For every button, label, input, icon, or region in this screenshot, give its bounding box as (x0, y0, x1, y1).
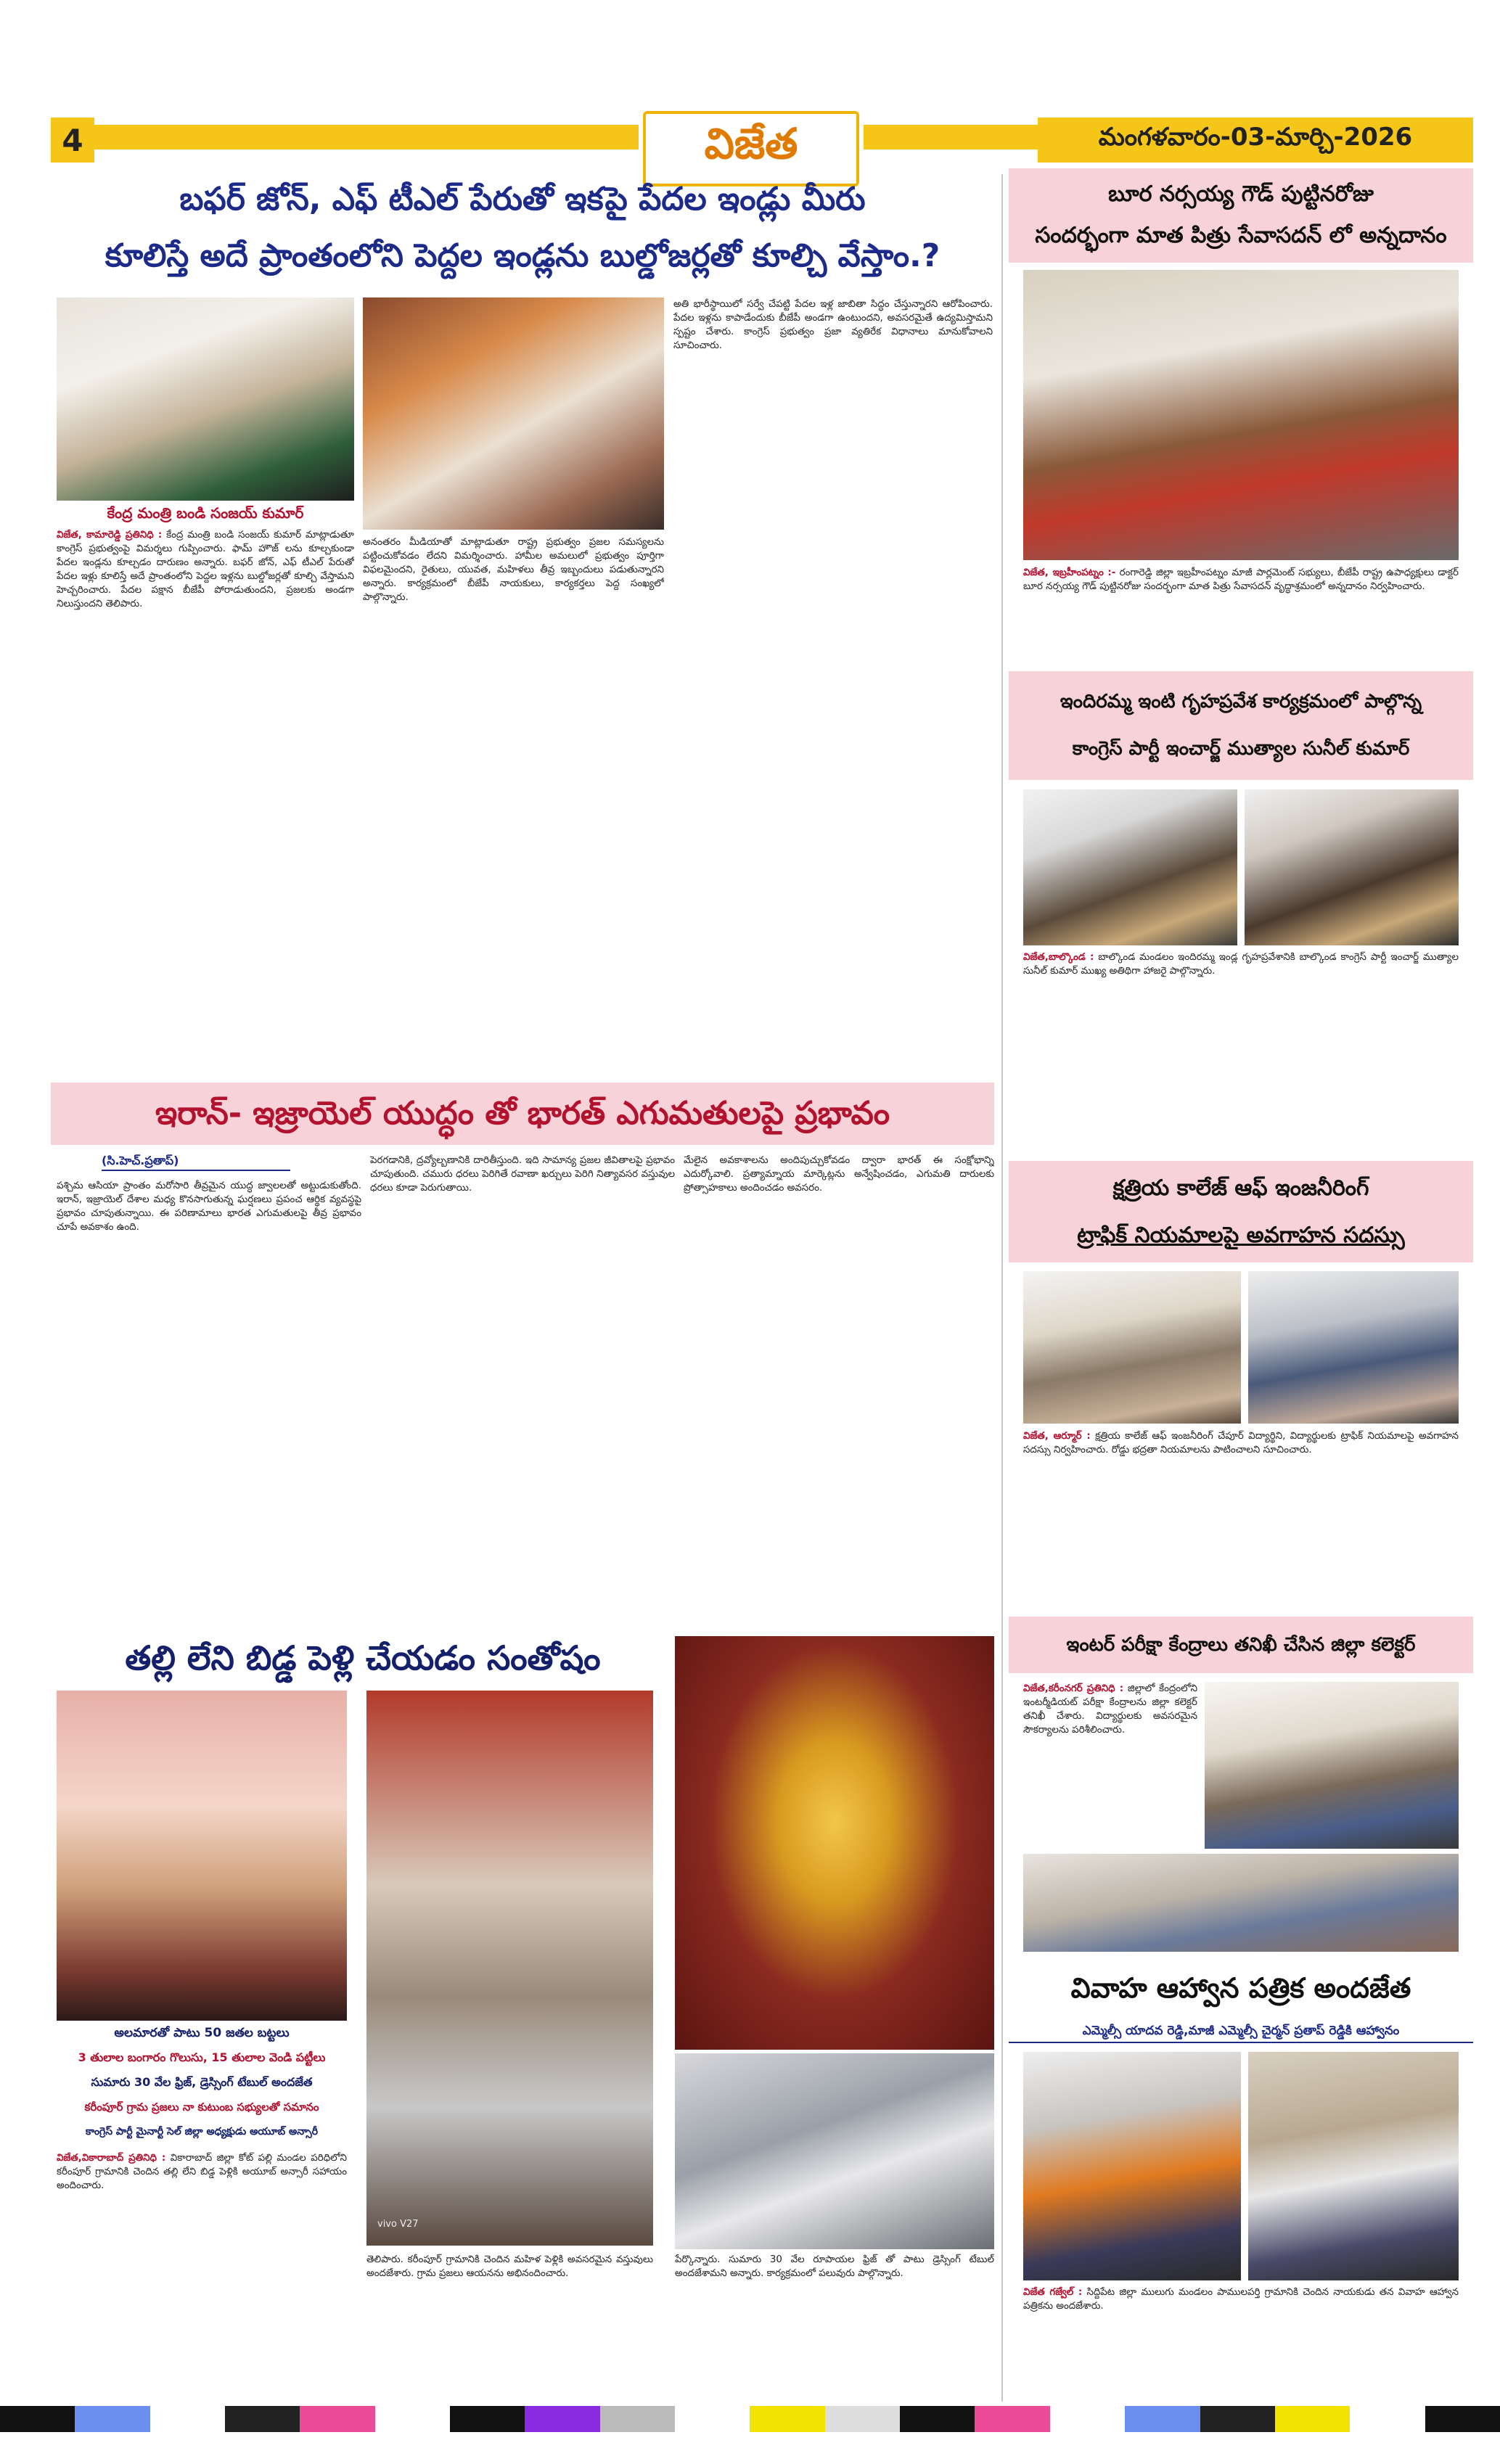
story1-headline-2: సందర్భంగా మాత పిత్రు సేవాసదన్ లో అన్నదానం (1035, 223, 1447, 248)
wedding-caption-4: కరీంపూర్ గ్రామ ప్రజలు నా కుటుంబ సభ్యులతో సమానం (84, 2100, 319, 2114)
iran-byline: (సి.హెచ్.ప్రతాప్) (102, 1154, 290, 1171)
story5-dateline: విజేత గజ్వేల్ : (1023, 2287, 1083, 2298)
iran-column-1: పశ్చిమ ఆసియా ప్రాంతం మరోసారి తీవ్రమైన యుద్ధ జ్వాలలతో అట్టుడుకుతోంది. ఇరాన్, ఇజ్రాయెల్ దేశాల మధ్య కొనసాగుతున్న ఘర్షణలు ప్రపంచ ఆర్థిక వ్యవస్థపై ప్రభావం చూపుతున్నాయి. ఈ పరిణామాలు భారత ఎగుమతులపై తీవ్ర ప్రభావం చూపే అవకాశం ఉంది. (57, 1180, 361, 1233)
masthead-bar (94, 125, 1038, 149)
story3-headline-2: ట్రాఫిక్ నియమాలపై అవగాహన సదస్సు (1077, 1223, 1405, 1248)
story2-dateline: విజేత,బాల్కొండ : (1023, 952, 1094, 963)
story5-photo-right (1248, 2052, 1459, 2280)
column-divider (1001, 174, 1003, 2402)
story3-photo-left (1023, 1271, 1241, 1424)
story2-headline-1: ఇందిరమ్మ ఇంటి గృహప్రవేశ కార్యక్రమంలో పాల్గొన్న (1060, 691, 1422, 712)
lead-photo-crowd (363, 297, 664, 530)
masthead-name: విజేత (643, 111, 859, 186)
story2-text-body: బాల్కొండ మండలం ఇందిరమ్మ ఇండ్ల గృహప్రవేశానికి బాల్కొండ కాంగ్రెస్ పార్టీ ఇంచార్జ్ ముత్యాల సునీల్ కుమార్ ముఖ్య అతిథిగా హాజరై పాల్గొన్నారు. (1023, 952, 1459, 977)
color-registration-bar (0, 2406, 1500, 2432)
story1-text (1023, 566, 1459, 664)
story2-photo-left (1023, 789, 1237, 945)
lead-column-3: అతి భారీస్థాయిలో సర్వే చేపట్టి పేదల ఇళ్ల జాబితా సిద్ధం చేస్తున్నారని ఆరోపించారు. పేదల ఇళ్లను కాపాడేందుకు బీజేపీ అండగా ఉంటుందని, అవసరమైతే ఉద్యమిస్తామని స్పష్టం చేశారు. కాంగ్రెస్ ప్రభుత్వం ప్రజా వ్యతిరేక విధానాలు మానుకోవాలని సూచించారు. (673, 299, 993, 351)
story4-text (1023, 1682, 1197, 1841)
story5-text-body: సిద్దిపేట జిల్లా ములుగు మండలం పాములపర్తి గ్రామానికి చెందిన నాయకుడు తన వివాహ ఆహ్వాన పత్రికను అందజేశారు. (1023, 2287, 1459, 2312)
wedding-column-1 (57, 2151, 347, 2402)
story5-text (1023, 2286, 1459, 2402)
story5-photo-left (1023, 2052, 1241, 2280)
wedding-column-2: తెలిపారు. కరీంపూర్ గ్రామానికి చెందిన మహిళ పెళ్లికి అవసరమైన వస్తువులు అందజేశారు. గ్రామ ప్రజలు ఆయనను అభినందించారు. (366, 2254, 653, 2279)
wedding-photo-vessels (675, 2053, 994, 2249)
story3-text (1023, 1429, 1459, 1611)
lead-column-1 (57, 528, 354, 1065)
story2-headline-2: కాంగ్రెస్ పార్టీ ఇంచార్జ్ ముత్యాల సునీల్ కుమార్ (1072, 738, 1410, 760)
story4-photo-top (1205, 1682, 1459, 1849)
story3-photo-right (1248, 1271, 1459, 1424)
story3-text-body: క్షత్రియ కాలేజ్ ఆఫ్ ఇంజనీరింగ్ చేపూర్ విద్యార్థిని, విద్యార్థులకు ట్రాఫిక్ నియమాలపై అవగాహన సదస్సు నిర్వహించారు. రోడ్డు భద్రతా నియమాలను పాటించాలని సూచించారు. (1023, 1431, 1459, 1455)
story1-photo (1023, 270, 1459, 560)
wedding-photo-stage (57, 1691, 347, 2021)
lead-headline-1: బఫర్ జోన్, ఎఫ్ టీఎల్ పేరుతో ఇకపై పేదల ఇండ్లు మీరు (179, 181, 866, 218)
story5-subhead: ఎమ్మెల్సీ యాదవ రెడ్డి,మాజీ ఎమ్మెల్సీ చైర్మన్ ప్రతాప్ రెడ్డికి ఆహ్వానం (1009, 2019, 1473, 2043)
story1-text-body: రంగారెడ్డి జిల్లా ఇబ్రహీంపట్నం మాజీ పార్లమెంట్ సభ్యులు, బీజేపీ రాష్ట్ర ఉపాధ్యక్షులు డాక్టర్ బూర నర్సయ్య గౌడ్ పుట్టినరోజు సందర్భంగా మాత పిత్రు సేవాసదన్ వృద్ధాశ్రమంలో అన్నదానం నిర్వహించారు. (1023, 567, 1459, 592)
lead-headline-2: కూలిస్తే అదే ప్రాంతంలోని పెద్దల ఇండ్లను బుల్డోజర్లతో కూల్చి వేస్తాం.? (104, 237, 940, 274)
masthead-date: మంగళవారం-03-మార్చి-2026 (1038, 118, 1473, 163)
wedding-caption-5: కాంగ్రెస్ పార్టీ మైనార్టీ సెల్ జిల్లా అధ్యక్షుడు అయూబ్ అన్సారీ (85, 2126, 319, 2137)
lead-column-2: అనంతరం మీడియాతో మాట్లాడుతూ రాష్ట్ర ప్రభుత్వం ప్రజల సమస్యలను పట్టించుకోవడం లేదని విమర్శించారు. హామీల అమలులో ప్రభుత్వం పూర్తిగా విఫలమైందని, రైతులు, యువత, మహిళలు తీవ్ర ఇబ్బందులు పడుతున్నారని అన్నారు. కార్యక్రమంలో బీజేపీ నాయకులు, కార్యకర్తలు పెద్ద సంఖ్యలో పాల్గొన్నారు. (363, 537, 664, 603)
story1-dateline: విజేత, ఇబ్రహీంపట్నం :- (1023, 567, 1116, 578)
lead-column-1-text: కేంద్ర మంత్రి బండి సంజయ్ కుమార్ మాట్లాడుతూ కాంగ్రెస్ ప్రభుత్వంపై విమర్శలు గుప్పించారు. ఫామ్ హౌజ్ లను కూల్చకుండా పేదల ఇండ్లను కూల్చడం దారుణం అన్నారు. బఫర్ జోన్, ఎఫ్ టీఎల్ పేరుతో పేదల ఇళ్లు కూలిస్తే అదే ప్రాంతంలోని పెద్దల ఇళ్లను బుల్డోజర్లతో కూల్చి వేస్తామని హెచ్చరించారు. పేదల పక్షాన బీజేపీ పోరాడుతుందని, ప్రజలకు అండగా నిలుస్తుందని తెలిపారు. (57, 530, 354, 609)
wedding-photo-gifts (366, 1691, 653, 2246)
wedding-headline: తల్లి లేని బిడ్డ పెళ్లి చేయడం సంతోషం (125, 1638, 601, 1677)
wedding-column-1-text: వికారాబాద్ జిల్లా కోట్ పల్లి మండల పరిధిలోని కరీంపూర్ గ్రామానికి చెందిన తల్లి లేని బిడ్డ పెళ్లికి అయూబ్ అన్సారీ సహాయం అందించారు. (57, 2153, 347, 2191)
story2-photo-right (1245, 789, 1459, 945)
story4-headline: ఇంటర్ పరీక్షా కేంద్రాలు తనిఖీ చేసిన జిల్లా కలెక్టర్ (1066, 1634, 1416, 1656)
wedding-column-3: పేర్కొన్నారు. సుమారు 30 వేల రూపాయల ఫ్రిజ్ తో పాటు డ్రెస్సింగ్ టేబుల్ అందజేశామని అన్నారు. కార్యక్రమంలో పలువురు పాల్గొన్నారు. (675, 2254, 994, 2279)
lead-photo-minister (57, 297, 354, 501)
lead-photo-caption: కేంద్ర మంత్రి బండి సంజయ్ కుమార్ (107, 504, 304, 522)
wedding-caption-1: అలమారతో పాటు 50 జతల బట్టలు (114, 2026, 290, 2040)
iran-column-2: పెరగడానికి, ద్రవ్యోల్బణానికి దారితీస్తుంది. ఇది సామాన్య ప్రజల జీవితాలపై ప్రభావం చూపుతుంది. చమురు ధరలు పెరిగితే రవాణా ఖర్చులు పెరిగి నిత్యావసర వస్తువుల ధరలు కూడా పెరుగుతాయి. (370, 1155, 675, 1194)
story4-dateline: విజేత,కరీంనగర్ ప్రతినిధి : (1023, 1683, 1124, 1694)
wedding-caption-2: 3 తులాల బంగారం గొలుసు, 15 తులాల వెండి పట్టీలు (78, 2050, 326, 2064)
story1-headline-1: బూర నర్సయ్య గౌడ్ పుట్టినరోజు (1108, 181, 1374, 207)
lead-dateline: విజేత, కామారెడ్డి ప్రతినిధి : (57, 530, 163, 541)
wedding-photo-stamp: vivo V27 (377, 2219, 419, 2230)
story3-dateline: విజేత, ఆర్మూర్ : (1023, 1431, 1091, 1442)
wedding-caption-3: సుమారు 30 వేల ఫ్రిజ్, డ్రెస్సింగ్ టేబుల్ అందజేత (91, 2075, 313, 2089)
iran-headline: ఇరాన్- ఇజ్రాయెల్ యుద్ధం తో భారత్ ఎగుమతులపై ప్రభావం (155, 1095, 890, 1132)
iran-column-3: మేలైన అవకాశాలను అందిపుచ్చుకోవడం ద్వారా భారత్ ఈ సంక్షోభాన్ని ఎదుర్కోవాలి. ప్రత్యామ్నాయ మార్కెట్లను అన్వేషించడం, ఎగుమతి దారులకు ప్రోత్సాహకాలు అందించడం అవసరం. (684, 1155, 994, 1194)
page-number: 4 (51, 118, 94, 163)
story5-headline: వివాహ ఆహ్వాన పత్రిక అందజేత (1070, 1972, 1411, 2004)
wedding-dateline: విజేత,వికారాబాద్ ప్రతినిధి : (57, 2153, 166, 2164)
story3-headline-1: క్షత్రియ కాలేజ్ ఆఫ్ ఇంజనీరింగ్ (1112, 1175, 1369, 1201)
story4-text-body: జిల్లాలో కేంద్రంలోని ఇంటర్మీడియట్ పరీక్షా కేంద్రాలను జిల్లా కలెక్టర్ తనిఖీ చేశారు. విద్యార్థులకు అవసరమైన సౌకర్యాలను పరిశీలించారు. (1023, 1683, 1197, 1736)
story2-text (1023, 950, 1459, 1154)
wedding-photo-jewellery (675, 1636, 994, 2050)
story4-photo-bottom (1023, 1854, 1459, 1952)
